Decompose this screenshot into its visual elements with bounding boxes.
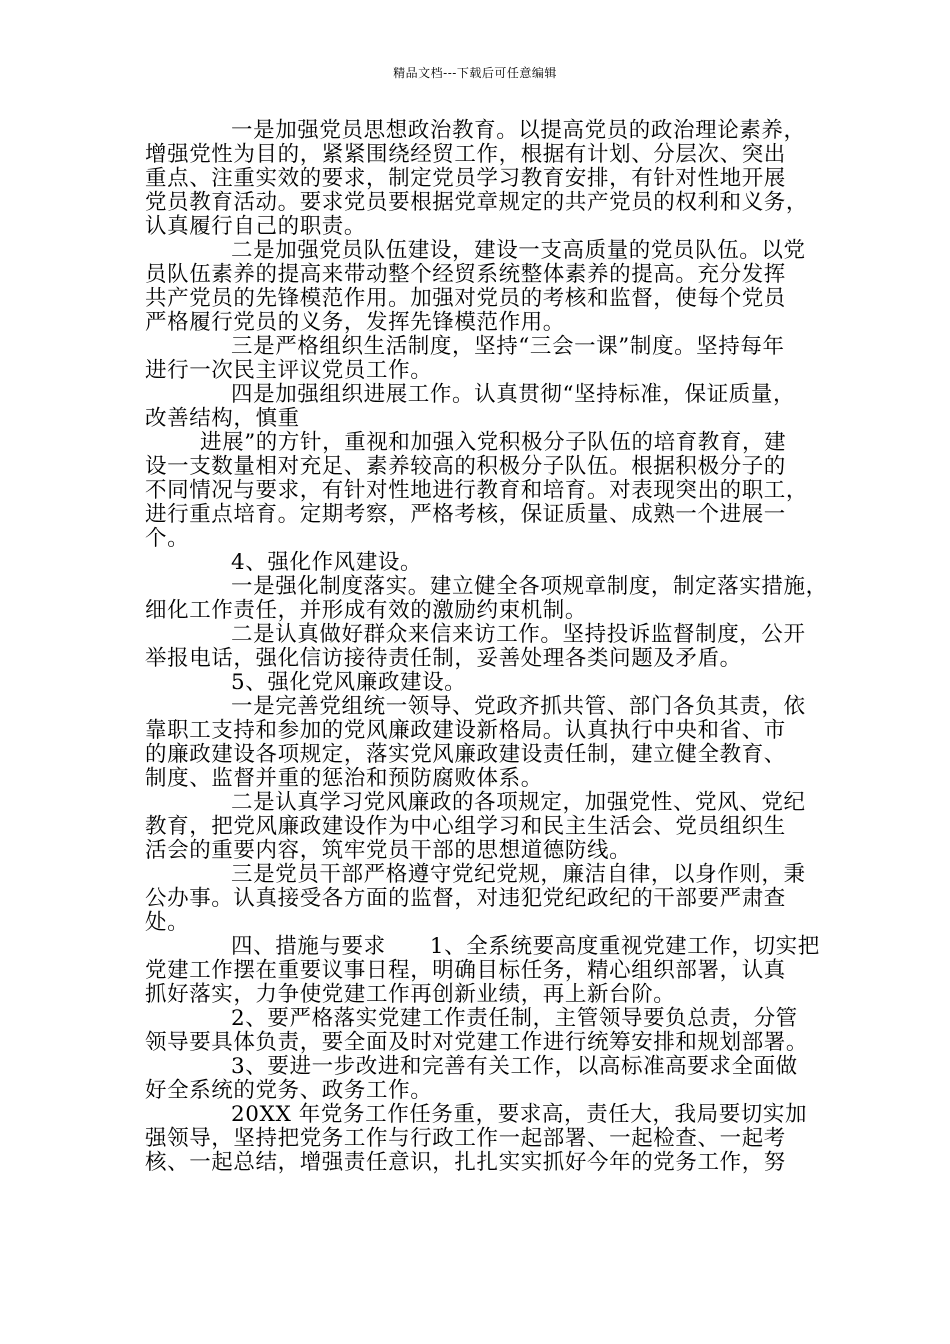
- text-line: 强领导，坚持把党务工作与行政工作一起部署、一起检查、一起考: [145, 1126, 786, 1151]
- text-line: 进行重点培育。定期考察，严格考核，保证质量、成熟一个进展一: [145, 502, 786, 527]
- text-line: 20XX 年党务工作任务重，要求高，责任大，我局要切实加: [231, 1102, 808, 1127]
- text-line: 4、强化作风建设。: [231, 550, 423, 575]
- text-line: 举报电话，强化信访接待责任制，妥善处理各类问题及矛盾。: [145, 646, 742, 671]
- text-line: 进行一次民主评议党员工作。: [145, 358, 433, 383]
- text-line: 二是加强党员队伍建设，建设一支高质量的党员队伍。以党: [231, 238, 806, 263]
- text-line: 认真履行自己的职责。: [145, 214, 367, 239]
- document-body: [145, 118, 828, 1175]
- text-line: 四、措施与要求 1、全系统要高度重视党建工作，切实把: [231, 934, 820, 959]
- text-line: 改善结构，慎重: [145, 406, 300, 431]
- text-line: 好全系统的党务、政务工作。: [145, 1078, 433, 1103]
- text-line: 核、一起总结，增强责任意识，扎扎实实抓好今年的党务工作，努: [145, 1150, 786, 1175]
- text-line: 2、要严格落实党建工作责任制，主管领导要负总责，分管: [231, 1006, 798, 1031]
- text-line: 一是强化制度落实。建立健全各项规章制度，制定落实措施，: [231, 574, 828, 599]
- text-line: 5、强化党风廉政建设。: [231, 670, 467, 695]
- text-line: 二是认真做好群众来信来访工作。坚持投诉监督制度，公开: [231, 622, 806, 647]
- text-line: 处。: [145, 910, 190, 935]
- text-line: 的廉政建设各项规定，落实党风廉政建设责任制，建立健全教育、: [145, 742, 786, 767]
- text-line: 公办事。认真接受各方面的监督，对违犯党纪政纪的干部要严肃查: [145, 886, 786, 911]
- text-line: 三是严格组织生活制度，坚持“三会一课”制度。坚持每年: [231, 334, 785, 359]
- text-line: 领导要具体负责，要全面及时对党建工作进行统筹安排和规划部署。: [145, 1030, 809, 1055]
- text-line: 抓好落实，力争使党建工作再创新业绩，再上新台阶。: [145, 982, 676, 1007]
- text-line: 活会的重要内容，筑牢党员干部的思想道德防线。: [145, 838, 632, 863]
- text-line: 3、要进一步改进和完善有关工作，以高标准高要求全面做: [231, 1054, 798, 1079]
- text-line: 不同情况与要求，有针对性地进行教育和培育。对表现突出的职工，: [145, 478, 809, 503]
- text-line: 四是加强组织进展工作。认真贯彻“坚持标准，保证质量，: [231, 382, 796, 407]
- page-header: 精品文档---下载后可任意编辑: [393, 66, 557, 80]
- text-line: 员队伍素养的提高来带动整个经贸系统整体素养的提高。充分发挥: [145, 262, 786, 287]
- text-line: 共产党员的先锋模范作用。加强对党员的考核和监督，使每个党员: [145, 286, 786, 311]
- text-line: 一是完善党组统一领导、党政齐抓共管、部门各负其责，依: [231, 694, 806, 719]
- text-line: 党员教育活动。要求党员要根据党章规定的共产党员的权利和义务，: [145, 190, 809, 215]
- text-line: 进展”的方针，重视和加强入党积极分子队伍的培育教育，建: [200, 430, 787, 455]
- text-line: 制度、监督并重的惩治和预防腐败体系。: [145, 766, 543, 791]
- text-line: 二是认真学习党风廉政的各项规定，加强党性、党风、党纪: [231, 790, 806, 815]
- text-line: 个。: [145, 526, 190, 551]
- text-line: 设一支数量相对充足、素养较高的积极分子队伍。根据积极分子的: [145, 454, 786, 479]
- text-line: 靠职工支持和参加的党风廉政建设新格局。认真执行中央和省、市: [145, 718, 786, 743]
- text-line: 增强党性为目的，紧紧围绕经贸工作，根据有计划、分层次、突出: [145, 142, 786, 167]
- text-line: 教育，把党风廉政建设作为中心组学习和民主生活会、党员组织生: [145, 814, 786, 839]
- text-line: 三是党员干部严格遵守党纪党规，廉洁自律，以身作则，秉: [231, 862, 806, 887]
- text-line: 细化工作责任，并形成有效的激励约束机制。: [145, 598, 588, 623]
- text-line: 严格履行党员的义务，发挥先锋模范作用。: [145, 310, 565, 335]
- text-line: 重点、注重实效的要求，制定党员学习教育安排，有针对性地开展: [145, 166, 786, 191]
- text-line: 一是加强党员思想政治教育。以提高党员的政治理论素养，: [231, 118, 806, 143]
- text-line: 党建工作摆在重要议事日程，明确目标任务，精心组织部署，认真: [145, 958, 786, 983]
